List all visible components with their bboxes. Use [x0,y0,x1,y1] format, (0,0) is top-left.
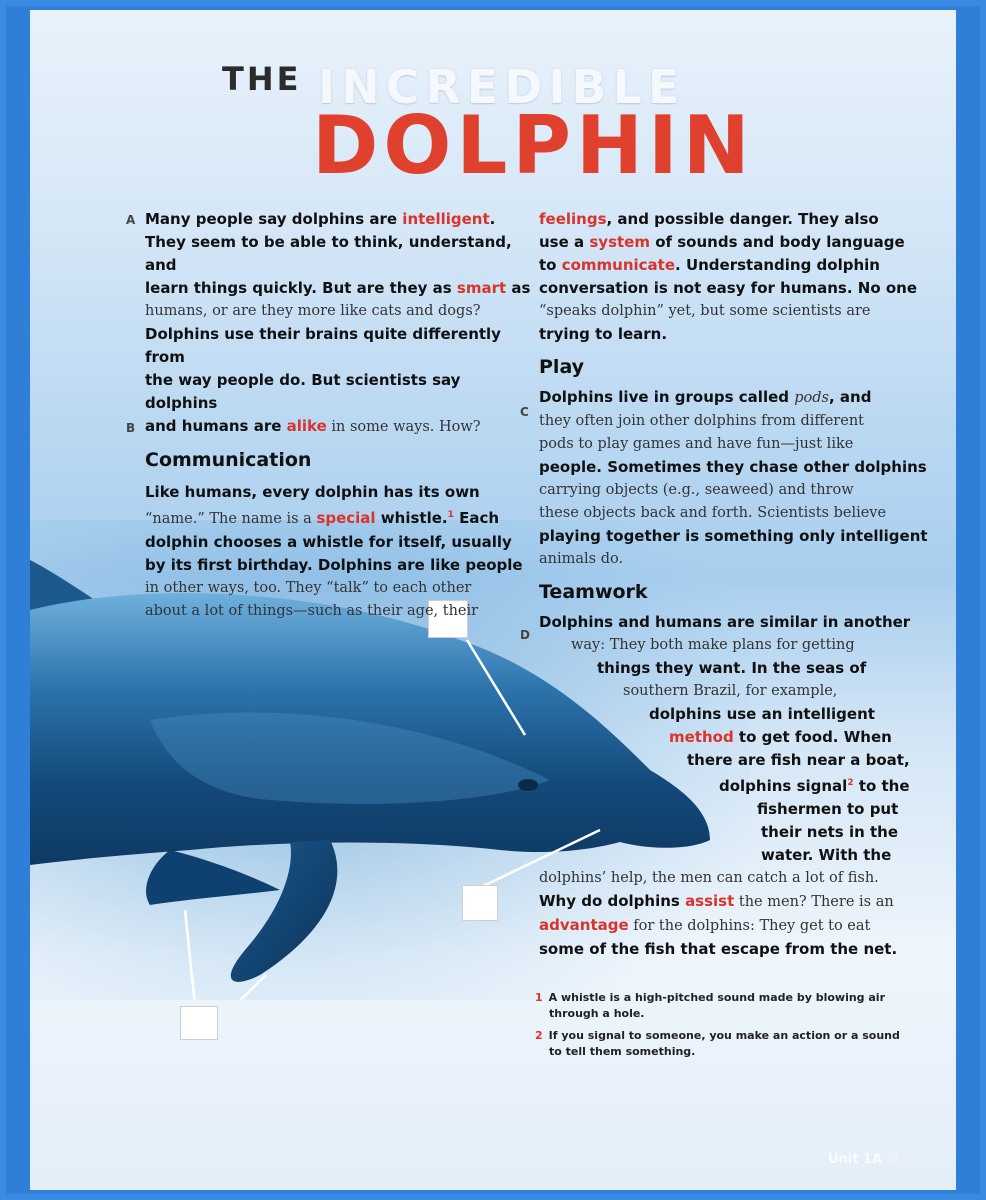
footnote [535,990,915,1022]
text: the men? There is an [734,894,894,910]
vocab-word: feelings [539,210,607,228]
vocab-word: method [669,728,734,746]
footnote-text: A whistle is a high-pitched sound made by blowing air through a hole. [548,991,885,1020]
text-line: these objects back and forth. Scientists believe [539,505,887,521]
label-box[interactable] [180,1006,218,1040]
vocab-word: communicate [561,256,676,274]
text: , and [828,388,872,406]
vocab-word: system [589,233,650,251]
vocab-word: intelligent [402,210,490,228]
text: to the [853,777,910,795]
text: , and possible danger. They also [606,210,879,228]
text-line: humans, or are they more like cats and dogs? [145,303,481,319]
text: pods [794,390,829,406]
text-line: southern Brazil, for example, [623,683,838,699]
text-line: way: They both make plans for getting [571,637,855,653]
left-column [145,208,537,623]
para-label: Many people say dolphins are [145,210,403,228]
text: dolphins signal [719,777,848,795]
text-line: trying to learn. [539,325,668,343]
footnote [535,1028,915,1060]
heading-teamwork: Teamwork [539,581,648,603]
vocab-word: smart [456,279,507,297]
text-line: playing together is something only intelligent [539,527,928,545]
text: Why do dolphins [539,892,686,910]
footnote-text: If you signal to someone, you make an action or a sound to tell them something. [548,1029,900,1058]
text: Dolphins live in groups called [539,388,795,406]
text: for the dolphins: They get to eat [628,918,871,934]
page-number: 9 [888,1148,900,1167]
text-line: there are fish near a boat, [687,751,910,769]
heading-play: Play [539,356,585,378]
text-line: people. Sometimes they chase other dolphins [539,458,927,476]
text-line: dolphins’ help, the men can catch a lot of fish. [539,870,879,886]
text: . [489,210,496,228]
para-label-c: C [520,405,529,419]
text-line: animals do. [539,551,624,567]
para-label-d: D [520,628,530,642]
text: in some ways. How? [326,419,481,435]
text-line: pods to play games and have fun—just like [539,436,854,452]
vocab-word: alike [286,417,327,435]
text: use a [539,233,590,251]
text: to get food. When [733,728,892,746]
vocab-word: assist [685,892,735,910]
para-label-b: B [126,421,136,435]
text-line: by its first birthday. Dolphins are like people [145,556,523,574]
text: whistle. [375,509,448,527]
text-line: dolphin chooses a whistle for itself, usually [145,533,512,551]
text-line: fishermen to put [757,800,899,818]
para-label-a: A [126,213,136,227]
text-line: they often join other dolphins from different [539,413,864,429]
text-line: They seem to be able to think, understand, and [145,233,512,274]
text-line: the way people do. But scientists say dolphins [145,371,461,412]
text-line: conversation is not easy for humans. No one [539,279,918,297]
text: learn things quickly. But are they as [145,279,457,297]
text: to [539,256,562,274]
text: and humans are [145,417,287,435]
text: Each [453,509,500,527]
text-line: about a lot of things—such as their age, their [145,603,479,619]
footnote-ref: 1 [447,510,454,520]
text: as [506,279,531,297]
footnote-number: 1 [535,991,543,1004]
text-line: things they want. In the seas of [597,659,867,677]
page-footer [828,1148,899,1167]
text-line: dolphins use an intelligent [649,705,875,723]
title-incredible: INCREDIBLE [318,60,686,114]
textbook-page [30,10,956,1190]
title-the: THE [222,60,302,98]
footnotes [535,990,915,1066]
text-line: Like humans, every dolphin has its own [145,483,480,501]
text: “name.” The name is a [145,511,317,527]
footnote-ref: 2 [847,778,854,788]
text-line: Dolphins and humans are similar in another [539,613,911,631]
text-line: Dolphins use their brains quite differently from [145,325,501,366]
text-line: carrying objects (e.g., seaweed) and throw [539,482,854,498]
text-line: in other ways, too. They “talk” to each other [145,580,472,596]
vocab-word: advantage [539,916,629,934]
text-line: water. With the [761,846,892,864]
text: . Understanding dolphin [675,256,880,274]
right-column [539,208,939,961]
heading-communication: Communication [145,449,312,471]
title-dolphin: DOLPHIN [312,99,755,192]
unit-label: Unit 1A [828,1152,883,1167]
label-box[interactable] [462,885,498,921]
text-line: their nets in the [761,823,899,841]
text: of sounds and body language [649,233,905,251]
footnote-number: 2 [535,1029,543,1042]
text-line: “speaks dolphin” yet, but some scientists are [539,303,871,319]
text-line: some of the fish that escape from the net. [539,940,898,958]
vocab-word: special [316,509,376,527]
